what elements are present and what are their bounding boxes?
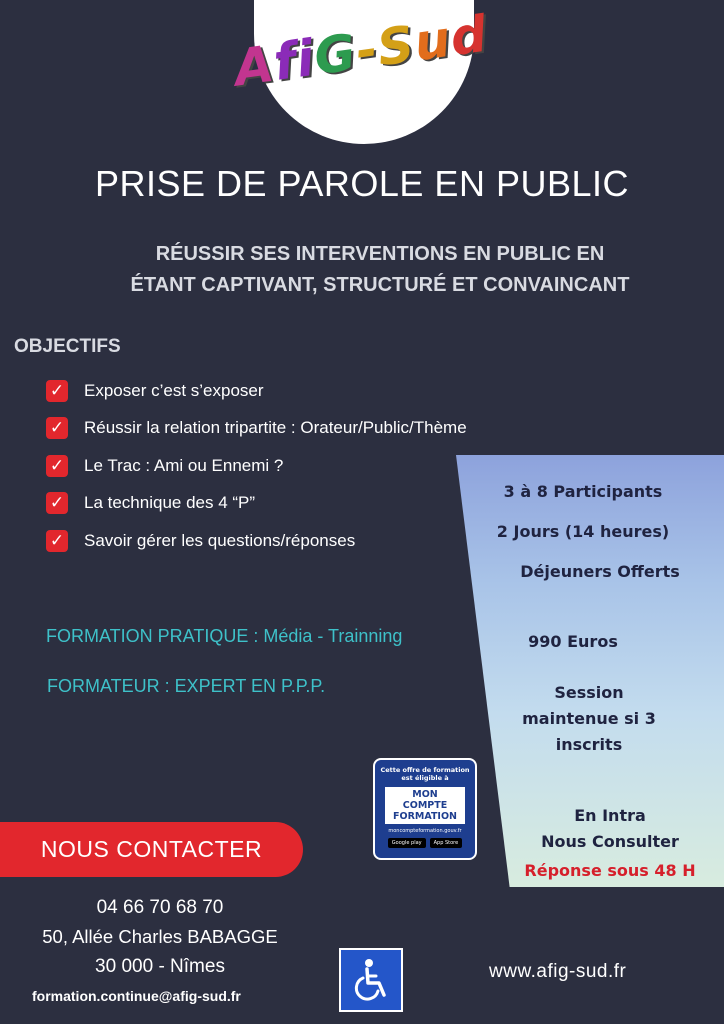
formateur-text: FORMATEUR : EXPERT EN P.P.P. [47, 676, 326, 696]
badge-caption [375, 766, 475, 782]
website-link[interactable]: www.afig-sud.fr [489, 961, 627, 982]
formation-pratique-text: FORMATION PRATIQUE : Média - Trainning [46, 626, 403, 646]
mcf-logo-line-1: MON [412, 789, 438, 800]
price-text: 990 Euros [528, 632, 618, 651]
mcf-logo-line-3: FORMATION [393, 811, 457, 822]
objectives-list [46, 372, 467, 560]
subtitle [60, 239, 700, 301]
wheelchair-icon [339, 948, 403, 1012]
session-line-1: Session [554, 683, 624, 702]
address-city: 30 000 - Nîmes [95, 956, 225, 977]
session-line-3: inscrits [555, 735, 623, 754]
response-time-text: Réponse sous 48 H [524, 861, 696, 880]
objective-text: La technique des 4 “P” [84, 493, 256, 513]
session-text [468, 680, 710, 758]
badge-caption-line-1: Cette offre de formation [380, 766, 470, 774]
list-item [46, 485, 467, 523]
checkbox-checked-icon: ✓ [46, 455, 68, 477]
checkbox-checked-icon: ✓ [46, 417, 68, 439]
wheelchair-glyph [351, 958, 391, 1002]
checkbox-checked-icon: ✓ [46, 380, 68, 402]
list-item [46, 410, 467, 448]
mcf-logo-line-2: COMPTE [402, 800, 448, 811]
mcf-logo [385, 787, 465, 824]
phone-number[interactable]: 04 66 70 68 70 [96, 897, 224, 918]
store-badges [375, 838, 475, 848]
list-item [46, 372, 467, 410]
checkbox-checked-icon: ✓ [46, 530, 68, 552]
page-title: PRISE DE PAROLE EN PUBLIC [95, 163, 629, 204]
google-play-badge[interactable]: Google play [388, 838, 426, 848]
objective-text: Réussir la relation tripartite : Orateur/Public/Thème [84, 418, 467, 438]
objectives-heading: OBJECTIFS [14, 336, 121, 357]
afig-sud-logo: AfiG-Sud [230, 4, 492, 98]
address-street: 50, Allée Charles BABAGGE [42, 926, 278, 947]
app-store-badge[interactable]: App Store [430, 838, 463, 848]
email-link[interactable]: formation.continue@afig-sud.fr [32, 988, 241, 1004]
objective-text: Le Trac : Ami ou Ennemi ? [84, 455, 284, 475]
mon-compte-formation-badge[interactable] [373, 758, 477, 860]
list-item [46, 522, 467, 560]
badge-caption-line-2: est éligible à [401, 774, 449, 782]
objective-text: Savoir gérer les questions/réponses [84, 530, 356, 550]
objective-text: Exposer c’est s’exposer [84, 380, 264, 400]
participants-text: 3 à 8 Participants [503, 482, 663, 501]
contact-button[interactable]: NOUS CONTACTER [0, 822, 303, 877]
mcf-url: moncompteformation.gouv.fr [388, 828, 462, 834]
list-item [46, 447, 467, 485]
intra-line-2: Nous Consulter [541, 832, 679, 851]
intra-text [510, 803, 710, 855]
meals-text: Déjeuners Offerts [520, 562, 680, 581]
subtitle-line-2: ÉTANT CAPTIVANT, STRUCTURÉ ET CONVAINCANT [130, 274, 630, 296]
checkbox-checked-icon: ✓ [46, 492, 68, 514]
session-line-2: maintenue si 3 [522, 709, 656, 728]
intra-line-1: En Intra [574, 806, 646, 825]
subtitle-line-1: RÉUSSIR SES INTERVENTIONS EN PUBLIC EN [155, 243, 605, 265]
duration-text: 2 Jours (14 heures) [496, 522, 670, 541]
